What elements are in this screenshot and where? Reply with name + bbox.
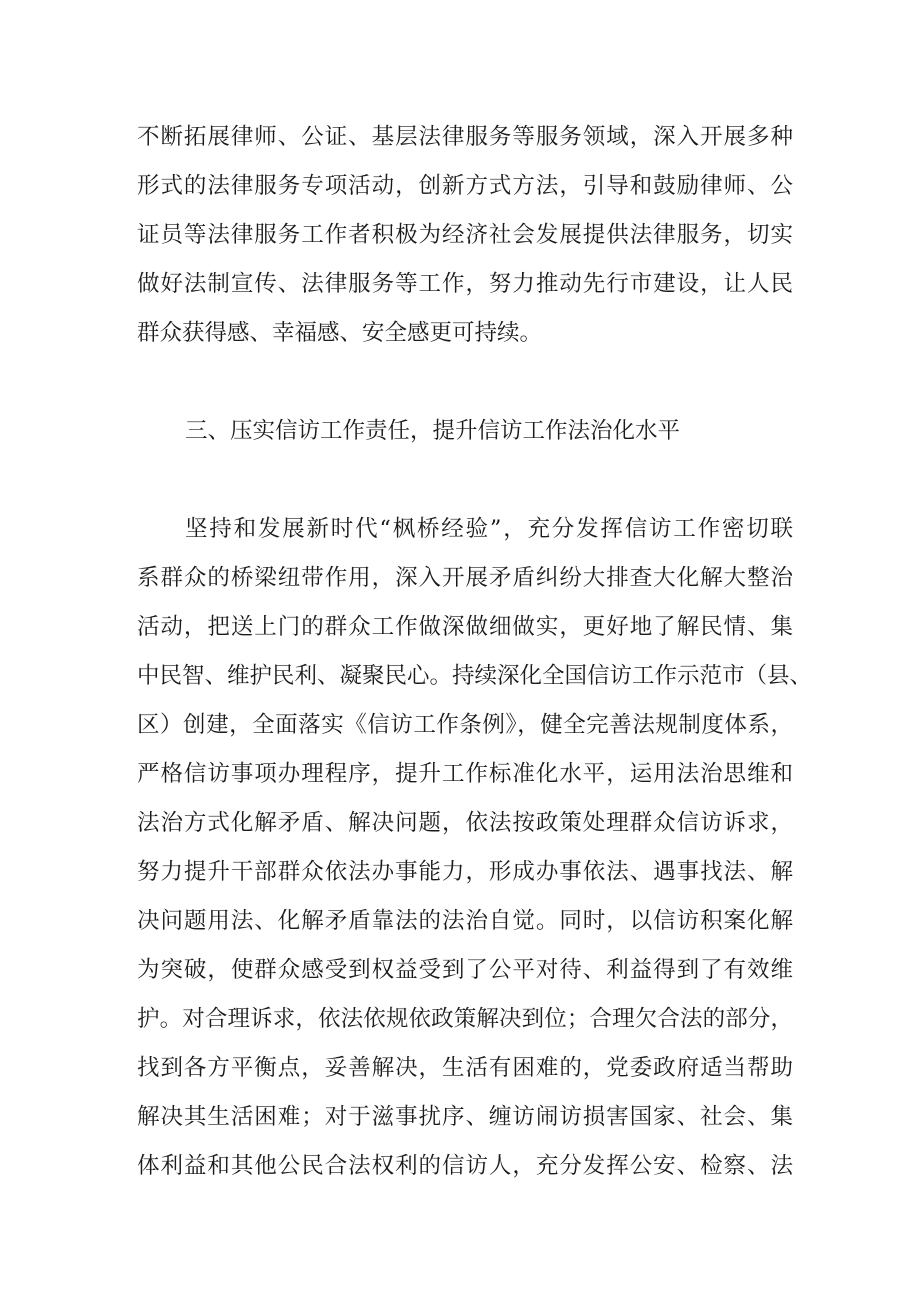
paragraph-line: 不断拓展律师、公证、基层法律服务等服务领域，深入开展多种 [137,124,793,150]
paragraph-line: 形式的法律服务专项活动，创新方式方法，引导和鼓励律师、公 [137,173,793,199]
paragraph-line: 做好法制宣传、法律服务等工作，努力推动先行市建设，让人民 [137,271,793,297]
paragraph-line: 护。对合理诉求，依法依规依政策解决到位；合理欠合法的部分， [137,1006,793,1032]
paragraph-line: 体利益和其他公民合法权利的信访人，充分发挥公安、检察、法 [137,1153,793,1179]
paragraph-line: 活动，把送上门的群众工作做深做细做实，更好地了解民情、集 [137,614,793,640]
paragraph-line: 区）创建，全面落实《信访工作条例》，健全完善法规制度体系， [137,712,793,738]
paragraph-line: 中民智、维护民利、凝聚民心。持续深化全国信访工作示范市（县、 [137,663,813,689]
paragraph-line: 坚持和发展新时代“枫桥经验”，充分发挥信访工作密切联 [185,516,793,542]
paragraph-line: 法治方式化解矛盾、解决问题，依法按政策处理群众信访诉求， [137,810,793,836]
section-heading: 三、压实信访工作责任，提升信访工作法治化水平 [185,418,681,444]
paragraph-line: 证员等法律服务工作者积极为经济社会发展提供法律服务，切实 [137,222,793,248]
paragraph-line: 为突破，使群众感受到权益受到了公平对待、利益得到了有效维 [137,957,793,983]
paragraph-line: 严格信访事项办理程序，提升工作标准化水平，运用法治思维和 [137,761,793,787]
paragraph-line: 系群众的桥梁纽带作用，深入开展矛盾纠纷大排查大化解大整治 [137,565,793,591]
paragraph-line: 努力提升干部群众依法办事能力，形成办事依法、遇事找法、解 [137,859,793,885]
paragraph-line: 群众获得感、幸福感、安全感更可持续。 [137,320,543,346]
paragraph-line: 解决其生活困难；对于滋事扰序、缠访闹访损害国家、社会、集 [137,1104,793,1130]
paragraph-line: 决问题用法、化解矛盾靠法的法治自觉。同时，以信访积案化解 [137,908,793,934]
paragraph-line: 找到各方平衡点，妥善解决，生活有困难的，党委政府适当帮助 [137,1055,793,1081]
